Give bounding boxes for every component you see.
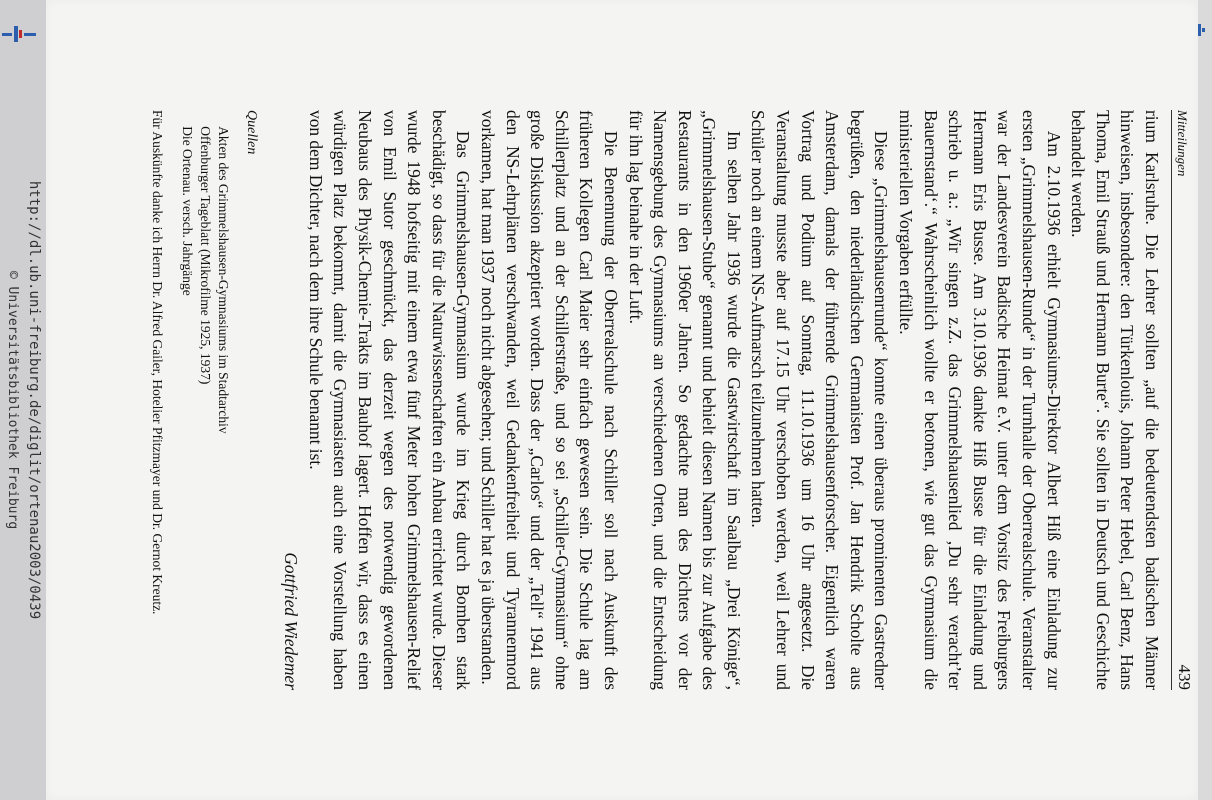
paragraph: Diese „Grimmelshausenrunde“ konnte einen überaus prominenten Gastredner begrüßen, den niederländischen Germanisten Prof. Jan Hendrik Scholte aus Amsterdam, damals der führende Grimmelshausenforscher. Eigentlich waren Vortrag und Podium auf Sonntag, 11.10.1936 um 16 Uhr angesetzt. Die Veranstaltung musste aber auf 17.15 Uhr verschoben werden, weil Lehrer und Schüler noch an einem NS-Aufmarsch teilzunehmen hatten. [748,110,892,690]
scanned-page [46,0,1198,800]
author-signature: Gottfried Wiedemer [281,552,302,690]
paragraph: Das Grimmelshausen-Gymnasium wurde im Krieg durch Bomben stark beschädigt, so dass für die Naturwissenschaften ein Anbau errichtet wurde. Dieser wurde 1948 hofseitig mit einem etwa fünf Meter hohen Grimmelshausen-Relief von Emil Sutor geschmückt, das derzeit wegen des notwendig gewordenen Neubaus des Physik-Chemie-Trakts im Bauhof lagert. Hoffen wir, dass es einen würdigen Platz bekommt, damit die Gymnasiasten auch eine Vorstellung haben von dem Dichter, nach dem ihre Schule benannt ist. [305,110,474,690]
rotated-page-content [86,40,1212,760]
sources-heading: Quellen [243,110,259,155]
library-logo-fragment-icon [1196,20,1206,40]
paragraph: Im selben Jahr 1936 wurde die Gastwirtschaft im Saalbau „Drei Könige“, „Grimmelshausen-Stube“ genannt und behielt diesen Namen bis zur Aufgabe des Restaurants in den 1960er Jahren. So gedachte man des Dichters vor der Namensgebung des Gymnasiums an verschiedenen Orten, und die Entscheidung für ihn lag beinahe in der Luft. [625,110,744,690]
source-item: Akten des Grimmelshausen-Gymnasiums im Stadtarchiv [216,126,232,434]
running-header: Mitteilungen [1175,110,1190,177]
page-number: 439 [1175,664,1194,690]
acknowledgement: Für Auskünfte danke ich Herrn Dr. Alfred Gailer, Hotelier Pfitzmayer und Dr. Gernot Kreutz. [150,110,166,615]
viewer-url-strip [0,0,46,800]
copyright-notice: © Universitätsbibliothek Freiburg [5,270,21,530]
paragraph: Am 2.10.1936 erhielt Gymnasiums-Direktor Albert Hiß eine Einladung zur ersten „Grimmelshausen-Runde“ in der Turnhalle der Oberrealschule. Veranstalter war der Landesverein Badische Heimat e.V. unter dem Vorsitz des Freiburgers Hermann Eris Busse. Am 3.10.1936 dankte Hiß Busse für die Einladung und schrieb u. a.: „Wir singen z.Z. das Grimmelshausenlied ‚Du sehr veracht’ter Bauernstand‘.“ Wahrscheinlich wollte er betonen, wie gut das Gymnasium die ministeriellen Vorgaben erfüllte. [896,110,1064,690]
paragraph: Die Benennung der Oberrealschule nach Schiller soll nach Auskunft des früheren Kollegen Carl Maier sehr einfach gewesen sein. Die Schule lag am Schillerplatz und an der Schillerstraße, und so sei „Schiller-Gymnasium“ ohne große Diskussion akzeptiert worden. Dass der „Carlos“ und der „Tell“ 1941 aus den NS-Lehrplänen verschwanden, weil Gedankenfreiheit und Tyrannenmord vorkamen, hat man 1937 noch nicht abgesehen; und Schiller hat es ja überstanden. [477,110,621,690]
source-item: Offenburger Tageblatt (Mikrofilme 1925, 1937) [198,126,214,385]
paragraph: rium Karlsruhe. Die Lehrer sollten „auf die bedeutendsten badischen Männer hinweisen, insbesondere: den Türkenlouis, Johann Peter Hebel, Carl Benz, Hans Thoma, Emil Strauß und Hermann Burte“. Sie sollten in Deutsch und Geschichte behandelt werden. [1068,110,1162,690]
viewer-right-margin [1198,0,1212,800]
article-body [148,110,1164,690]
page-header [1171,110,1196,690]
source-item: Die Ortenau. versch. Jahrgänge [180,126,196,296]
document-url[interactable]: http://dl.ub.uni-freiburg.de/diglit/ortenau2003/0439 [25,180,42,620]
